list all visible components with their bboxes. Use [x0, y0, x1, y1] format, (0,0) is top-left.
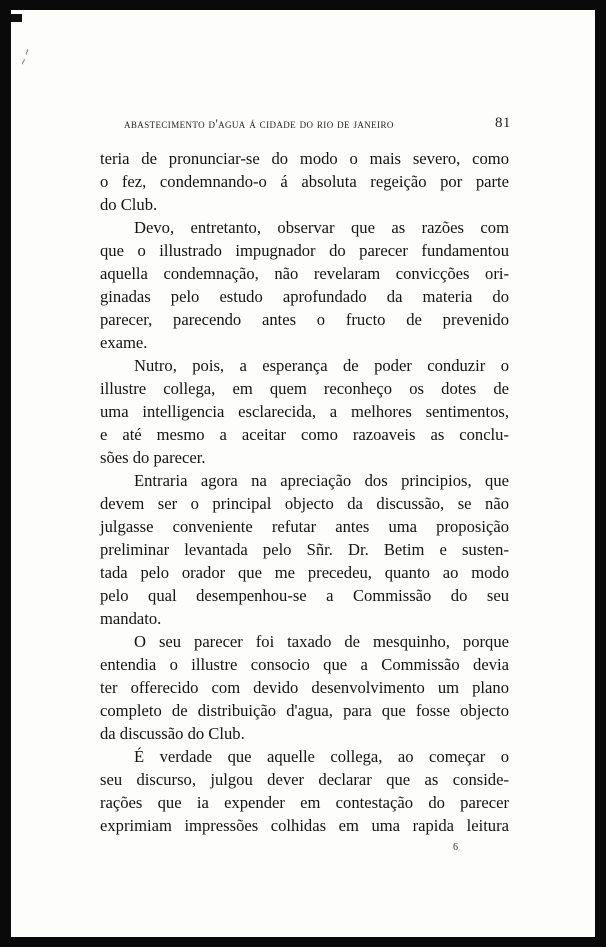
- text-line: aquella condemnação, não revelaram convicções ori-: [100, 264, 509, 283]
- signature-mark: 6: [453, 842, 458, 853]
- text-line: O seu parecer foi taxado de mesquinho, porque: [134, 632, 509, 651]
- text-line: Nutro, pois, a esperança de poder conduzir o: [134, 356, 509, 375]
- text-line: exprimiam impressões colhidas em uma rapida leitura: [100, 816, 509, 835]
- text-line: sões do parecer.: [100, 448, 206, 467]
- text-line: preliminar levantada pelo Sñr. Dr. Betim e susten-: [100, 540, 509, 559]
- text-line: ter offerecido com devido desenvolvimento um plano: [100, 678, 509, 697]
- text-line: seu discurso, julgou dever declarar que as conside-: [100, 770, 509, 789]
- text-line: illustre collega, em quem reconheço os dotes de: [100, 379, 509, 398]
- running-head-title: abastecimento d'agua á cidade do rio de janeiro: [124, 117, 394, 131]
- text-line: o fez, condemnando-o á absoluta regeição por parte: [100, 172, 509, 191]
- text-line: que o illustrado impugnador do parecer fundamentou: [100, 241, 509, 260]
- text-line: Entraria agora na apreciação dos principios, que: [134, 471, 509, 490]
- text-line: mandato.: [100, 609, 162, 628]
- text-line: tada pelo orador que me precedeu, quanto ao modo: [100, 563, 509, 582]
- text-line: completo de distribuição d'agua, para que fosse objecto: [100, 701, 509, 720]
- text-line: entendia o illustre consocio que a Commissão devia: [100, 655, 509, 674]
- text-line: exame.: [100, 333, 148, 352]
- text-line: pelo qual desempenhou-se a Commissão do seu: [100, 586, 509, 605]
- text-line: rações que ia expender em contestação do parecer: [100, 793, 509, 812]
- corner-ink-mark: [11, 14, 22, 22]
- text-line: do Club.: [100, 195, 158, 214]
- text-line: da discussão do Club.: [100, 724, 245, 743]
- text-line: ginadas pelo estudo aprofundado da materia do: [100, 287, 509, 306]
- page-number: 81: [495, 115, 511, 131]
- text-line: teria de pronunciar-se do modo o mais severo, como: [100, 149, 509, 168]
- margin-smudge: ~ ~: [18, 46, 34, 68]
- text-line: Devo, entretanto, observar que as razões com: [134, 218, 509, 237]
- text-line: julgasse conveniente refutar antes uma proposição: [100, 517, 509, 536]
- text-line: parecer, parecendo antes o fructo de prevenido: [100, 310, 509, 329]
- text-line: uma intelligencia esclarecida, a melhores sentimentos,: [100, 402, 509, 421]
- text-line: devem ser o principal objecto da discussão, se não: [100, 494, 509, 513]
- book-page: [11, 10, 595, 937]
- text-line: É verdade que aquelle collega, ao começar o: [134, 747, 509, 766]
- text-line: e até mesmo a aceitar como razoaveis as conclu-: [100, 425, 509, 444]
